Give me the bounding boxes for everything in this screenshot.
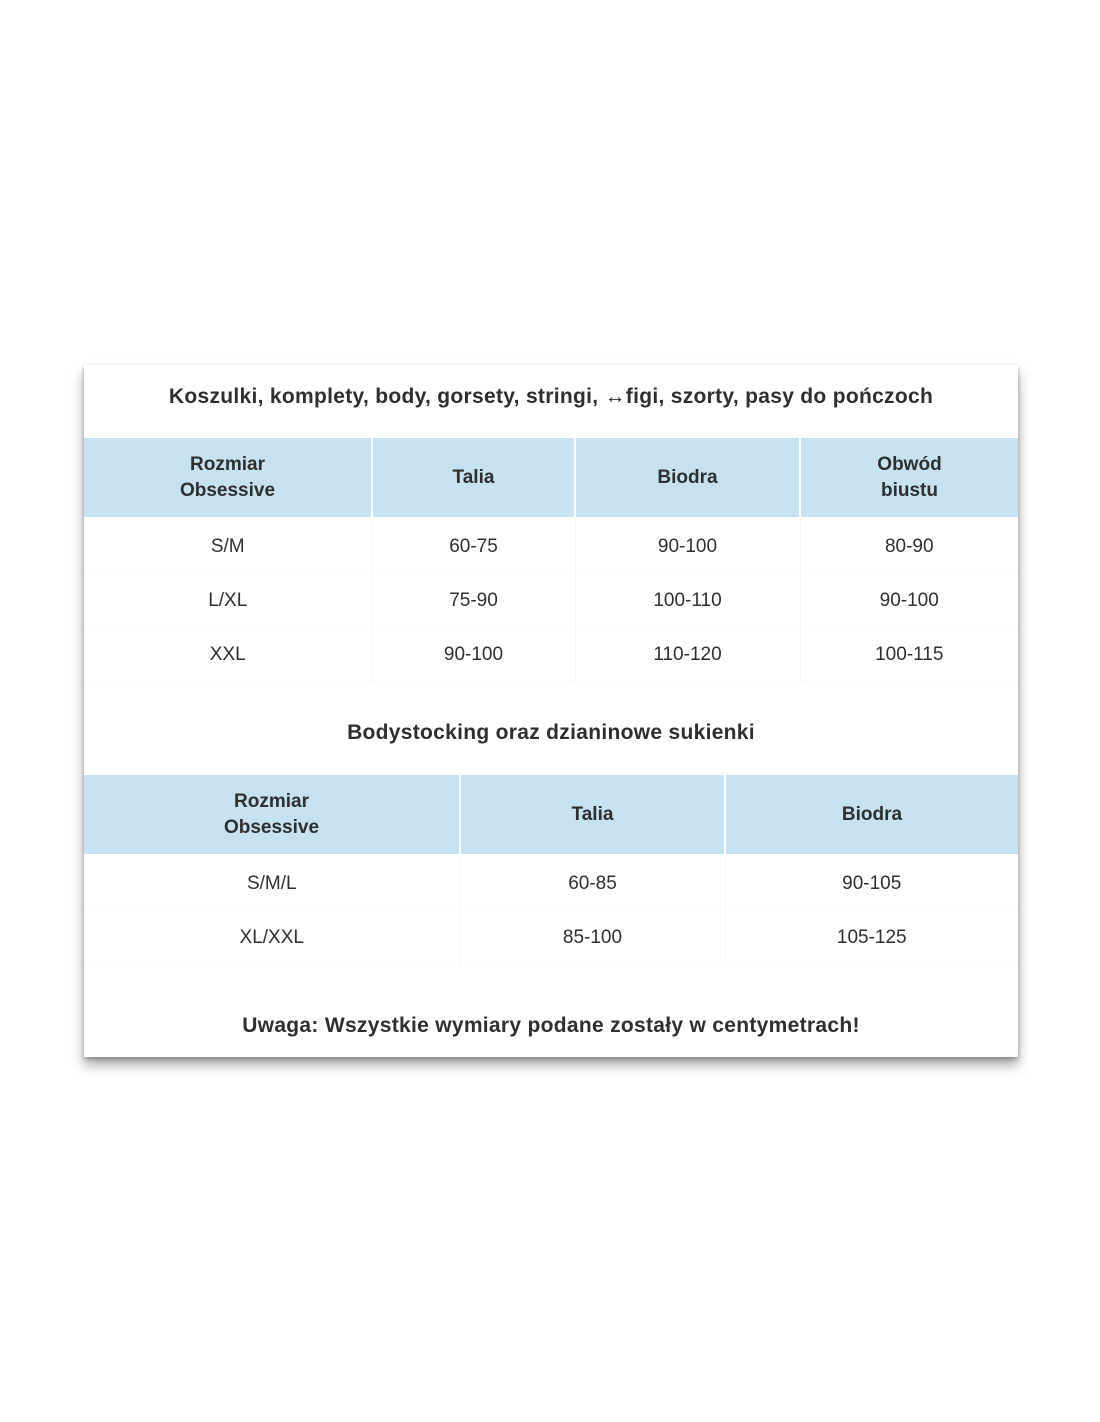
measurement-note: Uwaga: Wszystkie wymiary podane zostały w centymetrach! [242, 1014, 860, 1037]
table-row [84, 517, 1018, 574]
header-size-line2: Obsessive [223, 816, 320, 838]
cell-size: XXL [84, 628, 372, 682]
header-waist [460, 775, 725, 854]
cell-bust: 90-100 [800, 574, 1018, 628]
cell-hips: 100-110 [575, 574, 800, 628]
header-size [84, 775, 460, 854]
section-title-garments: Koszulki, komplety, body, gorsety, stringi, ↔figi, szorty, pasy do pończoch [168, 385, 934, 408]
header-hips-label: Biodra [657, 466, 718, 488]
header-bust-line2: biustu [881, 479, 938, 501]
cell-bust: 100-115 [800, 628, 1018, 682]
cell-size: XL/XXL [84, 911, 460, 965]
cell-waist: 75-90 [372, 574, 575, 628]
section-title-bodystocking: Bodystocking oraz dzianinowe sukienki [347, 721, 755, 744]
cell-bust: 80-90 [800, 517, 1018, 574]
header-bust-line1: Obwód [877, 453, 942, 475]
table-row [84, 854, 1018, 911]
header-size-line2: Obsessive [179, 479, 276, 501]
header-hips-label: Biodra [841, 803, 903, 825]
cell-hips: 90-100 [575, 517, 800, 574]
header-waist-label: Talia [571, 803, 614, 825]
cell-waist: 60-75 [372, 517, 575, 574]
cell-hips: 90-105 [725, 854, 1018, 911]
header-size-line1: Rozmiar [190, 453, 265, 475]
size-chart-card [84, 365, 1018, 1057]
cell-hips: 105-125 [725, 911, 1018, 965]
cell-hips: 110-120 [575, 628, 800, 682]
cell-size: L/XL [84, 574, 372, 628]
table-row [84, 628, 1018, 682]
table-header-row [84, 775, 1018, 854]
header-waist-label: Talia [452, 466, 495, 488]
header-hips [725, 775, 1018, 854]
size-table-garments [84, 438, 1018, 682]
table-header-row [84, 438, 1018, 517]
header-waist [372, 438, 575, 517]
cell-waist: 60-85 [460, 854, 725, 911]
table-row [84, 911, 1018, 965]
header-bust [800, 438, 1018, 517]
cell-waist: 90-100 [372, 628, 575, 682]
header-hips [575, 438, 800, 517]
cell-waist: 85-100 [460, 911, 725, 965]
table-row [84, 574, 1018, 628]
cell-size: S/M [84, 517, 372, 574]
header-size [84, 438, 372, 517]
size-table-bodystocking [84, 775, 1018, 965]
cell-size: S/M/L [84, 854, 460, 911]
header-size-line1: Rozmiar [234, 790, 309, 812]
